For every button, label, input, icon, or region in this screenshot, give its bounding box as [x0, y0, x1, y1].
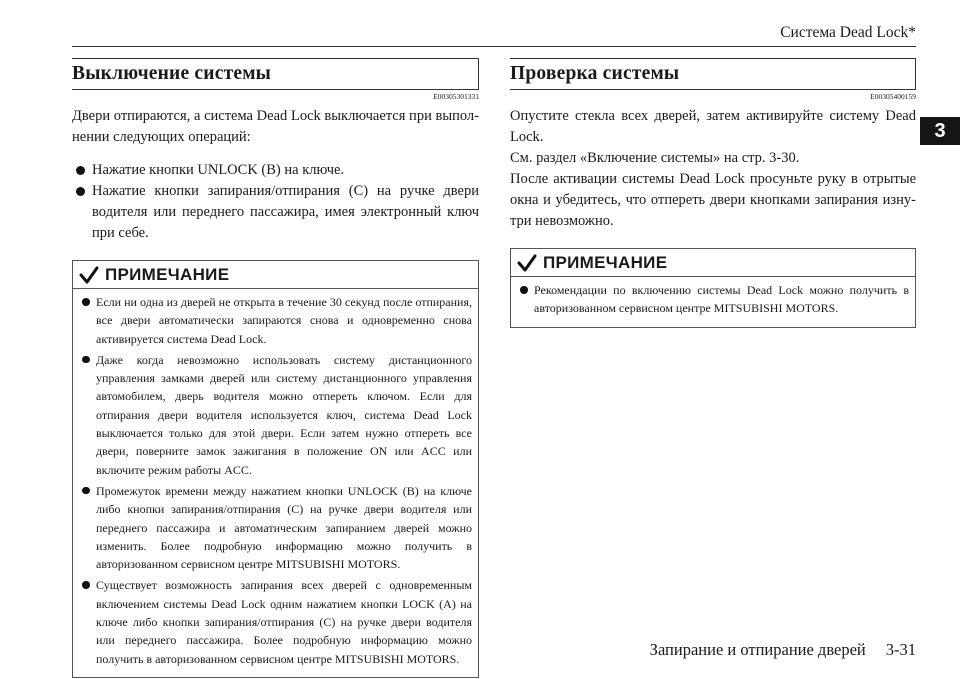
note-header — [73, 261, 478, 289]
note-item: Промежуток времени между нажатием кнопки UNLOCK (B) на ключе либо кнопки запирания/отпирания (C) на ручке двери водителя или переднего пассажира и автоматическим запиранием дверей можно изменить. Более подробную информацию можно получить в авторизованном сервисном центре MITSUBISHI MOTORS. — [79, 482, 472, 573]
note-item: Существует возможность запирания всех дверей с одновременным включением системы Dead Lock одним нажатием кнопки LOCK (A) на ключе либо кнопки запирания/отпирания (C) на ручке двери водителя или переднего пассажира. Более подробную информацию можно получить в авторизованном сервисном центре MITSUBISHI MOTORS. — [79, 576, 472, 667]
note-box — [510, 248, 916, 328]
bullet-list — [72, 160, 479, 244]
cross-reference: См. раздел «Включение системы» на стр. 3-30. — [510, 150, 800, 166]
note-list — [73, 289, 478, 677]
bullet-icon — [76, 166, 85, 175]
note-box — [72, 260, 479, 678]
section-title-check: Проверка системы — [510, 58, 916, 90]
checkmark-icon — [79, 265, 99, 285]
note-item: Рекомендации по включению системы Dead Lock можно получить в авторизованном сервисном центре MITSUBISHI MOTORS. — [517, 281, 909, 318]
section-title-disable: Выключение системы — [72, 58, 479, 90]
footer-section-title: Запирание и отпирание дверей — [649, 640, 866, 659]
page-footer — [650, 640, 916, 660]
chapter-tab: 3 — [920, 117, 960, 145]
section-code: E00305301331 — [433, 92, 479, 101]
running-header-title: Система Dead Lock* — [780, 24, 916, 41]
check-paragraph: Опустите стекла всех дверей, затем активируйте систему Dead Lock. — [510, 108, 916, 145]
bullet-icon — [520, 286, 528, 294]
checkmark-icon — [517, 253, 537, 273]
note-label: ПРИМЕЧАНИЕ — [543, 252, 668, 272]
note-label: ПРИМЕЧАНИЕ — [105, 264, 230, 284]
note-item: Если ни одна из дверей не открыта в течение 30 секунд после отпирания, все двери автоматически запираются снова и одновременно снова активируется система Dead Lock. — [79, 293, 472, 348]
note-list — [511, 277, 915, 327]
bullet-icon — [82, 298, 90, 306]
list-item: Нажатие кнопки UNLOCK (B) на ключе. — [72, 160, 479, 181]
section-code: E00305400159 — [870, 92, 916, 101]
bullet-icon — [82, 356, 90, 364]
note-header — [511, 249, 915, 277]
check-instructions: После активации системы Dead Lock просуньте руку в отрытые окна и убедитесь, что отпереть двери кнопками запирания изнутри невозможно. — [510, 171, 916, 229]
bullet-icon — [82, 487, 90, 495]
bullet-icon — [76, 187, 85, 196]
page-number: 3-31 — [885, 640, 916, 659]
left-column — [72, 58, 479, 678]
intro-paragraph: Двери отпираются, а система Dead Lock выключается при выполнении следующих операций: — [72, 108, 479, 145]
list-item: Нажатие кнопки запирания/отпирания (C) на ручке двери водителя или переднего пассажира, имея электронный ключ при себе. — [72, 181, 479, 244]
right-column — [510, 58, 916, 328]
header-rule — [72, 46, 916, 47]
note-item: Даже когда невозможно использовать систему дистанционного управления замками дверей или систему дистанционного управления автомобилем, дверь водителя можно отпереть ключом. Если для отпирания двери водителя используется ключ, система Dead Lock выключается только для этой двери. Если затем нужно отпереть все двери, поверните замок зажигания в положение ON или ACC или включите режим работы ACC. — [79, 351, 472, 479]
bullet-icon — [82, 581, 90, 589]
